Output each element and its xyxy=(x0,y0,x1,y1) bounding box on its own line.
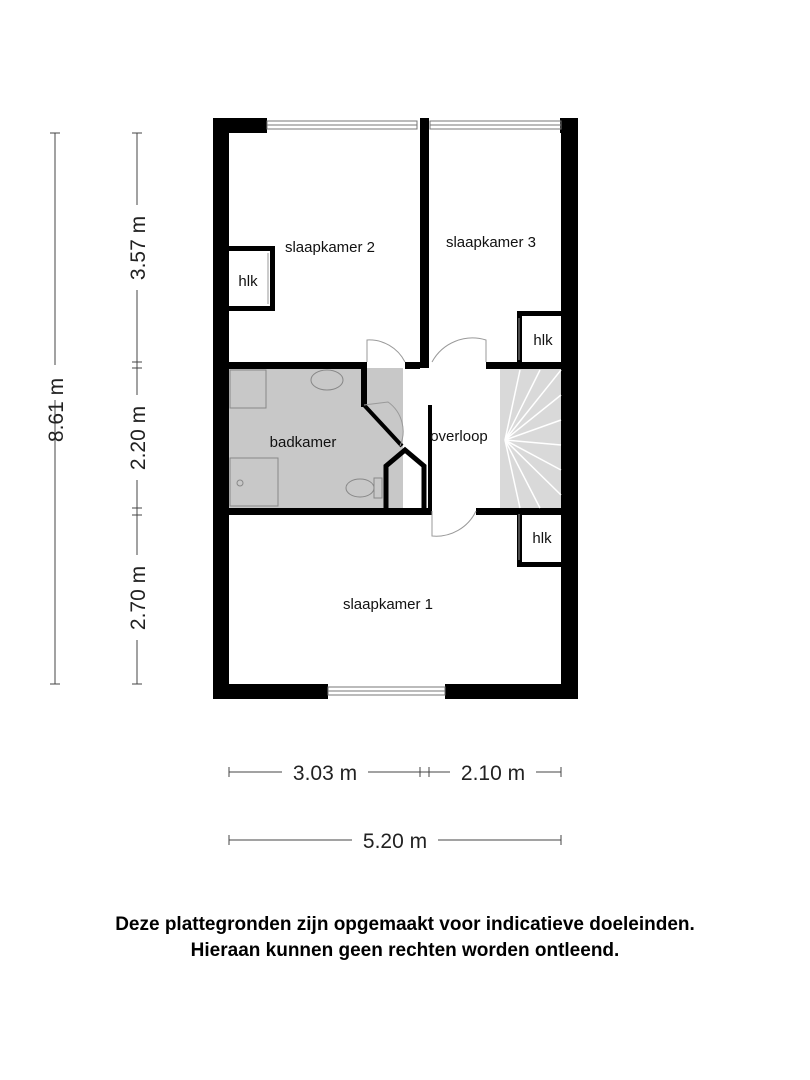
dim-segment-bottom: 2.70 m xyxy=(127,565,150,631)
room-label-badkamer: badkamer xyxy=(269,434,337,451)
room-label-overloop: overloop xyxy=(430,428,488,445)
room-label-slaapkamer-1: slaapkamer 1 xyxy=(342,596,434,613)
dim-width-left: 3.03 m xyxy=(292,762,358,785)
room-label-hlk-left: hlk xyxy=(238,273,258,290)
dim-segment-top: 3.57 m xyxy=(127,215,150,281)
disclaimer-line-2: Hieraan kunnen geen rechten worden ontleend. xyxy=(190,940,620,961)
dim-width-right: 2.10 m xyxy=(460,762,526,785)
room-label-slaapkamer-2: slaapkamer 2 xyxy=(284,239,376,256)
room-label-slaapkamer-3: slaapkamer 3 xyxy=(445,234,537,251)
dim-total-height: 8.61 m xyxy=(45,377,68,443)
disclaimer-line-1: Deze plattegronden zijn opgemaakt voor indicatieve doeleinden. xyxy=(115,914,695,935)
dim-segment-middle: 2.20 m xyxy=(127,405,150,471)
dim-total-width: 5.20 m xyxy=(362,830,428,853)
room-label-hlk-right-bottom: hlk xyxy=(532,530,552,547)
room-label-hlk-right-top: hlk xyxy=(533,332,553,349)
